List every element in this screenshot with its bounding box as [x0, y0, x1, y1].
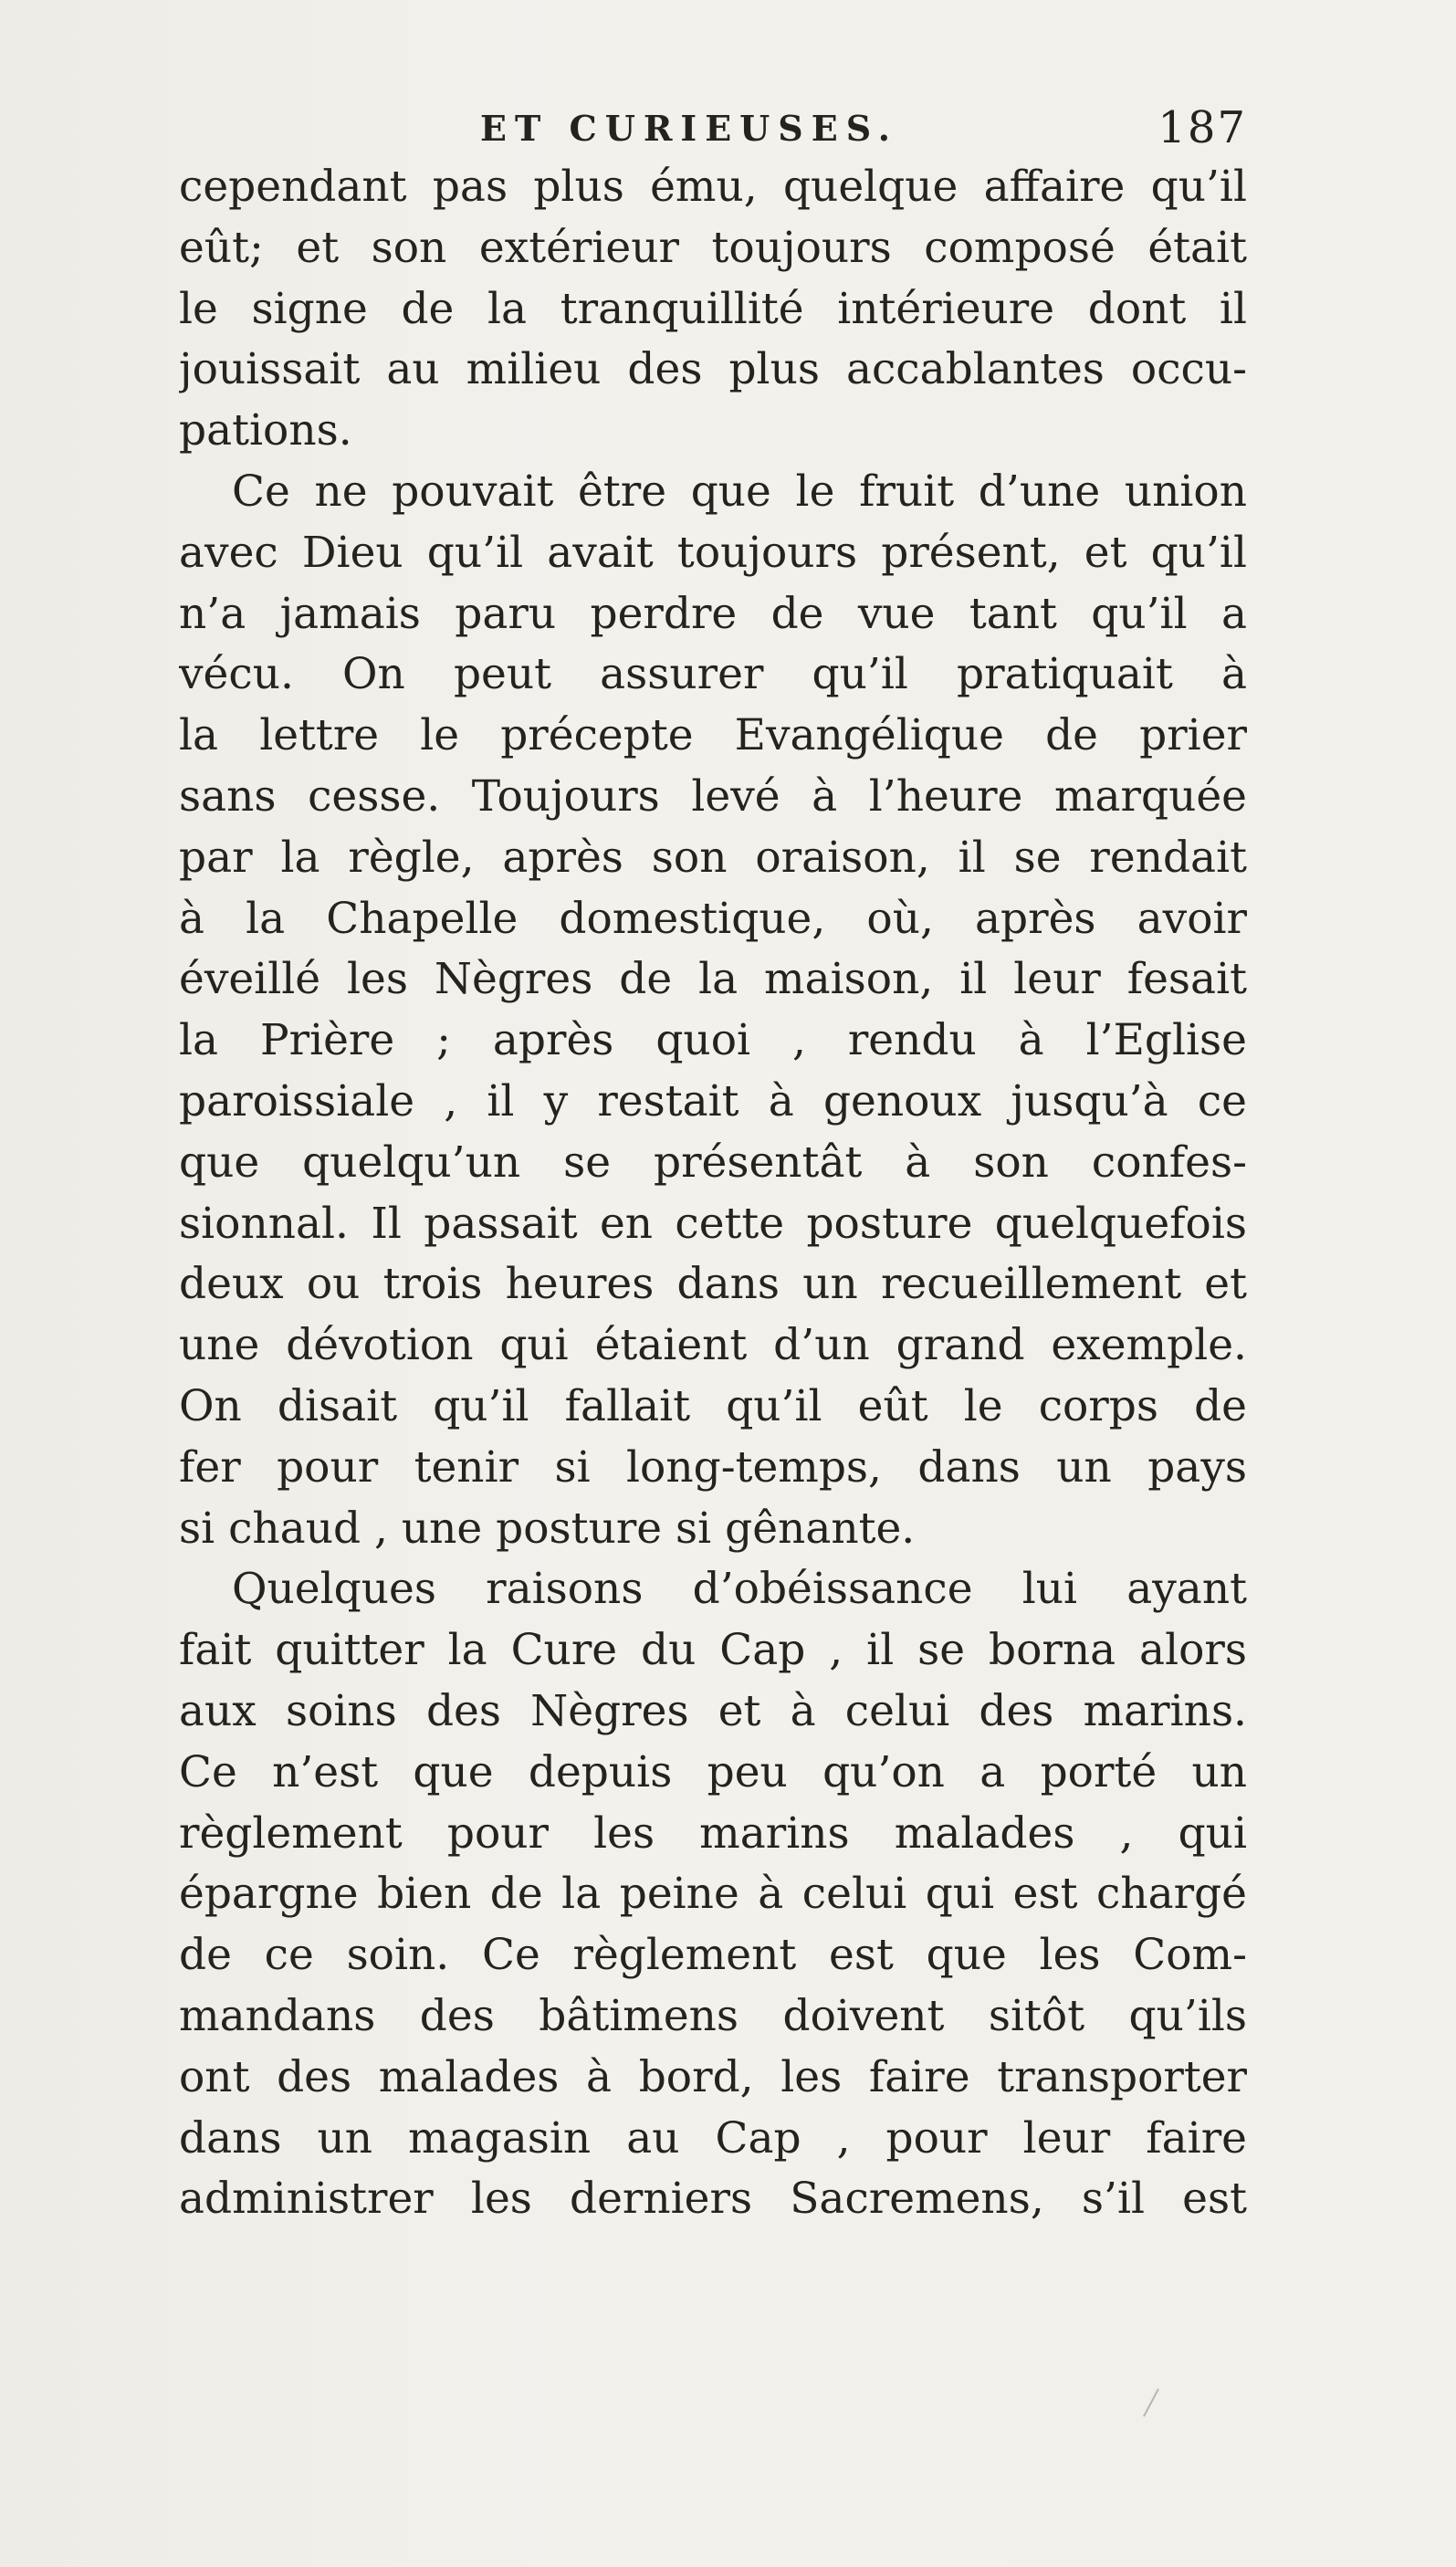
paper-speck [1143, 2389, 1159, 2417]
text-line: si chaud , une posture si gênante. [179, 1503, 916, 1554]
text-line: par la règle, après son oraison, il se rendait [179, 832, 1247, 883]
text-line: une dévotion qui étaient d’un grand exemple. [179, 1320, 1247, 1371]
text-line: de ce soin. Ce règlement est que les Com- [179, 1930, 1247, 1981]
text-line: n’a jamais paru perdre de vue tant qu’il a [179, 588, 1247, 639]
text-line: paroissiale , il y restait à genoux jusqu’à ce [179, 1075, 1247, 1126]
text-line: Ce n’est que depuis peu qu’on a porté un [179, 1746, 1247, 1797]
paragraph-start-line: Quelques raisons d’obéissance lui ayant [232, 1564, 1247, 1615]
text-line: aux soins des Nègres et à celui des marins. [179, 1685, 1247, 1736]
text-line: que quelqu’un se présentât à son confes- [179, 1137, 1247, 1188]
paragraph-start-line: Ce ne pouvait être que le fruit d’une union [232, 466, 1247, 517]
text-line: dans un magasin au Cap , pour leur faire [179, 2112, 1247, 2164]
text-line: pations. [179, 405, 352, 456]
text-line: On disait qu’il fallait qu’il eût le corps de [179, 1380, 1247, 1431]
body-text [179, 157, 1247, 2230]
text-line: vécu. On peut assurer qu’il pratiquait à [179, 649, 1247, 700]
text-line: fait quitter la Cure du Cap , il se borna alors [179, 1625, 1247, 1676]
text-line: sionnal. Il passait en cette posture quelquefois [179, 1198, 1247, 1249]
text-line: mandans des bâtimens doivent sitôt qu’ils [179, 1990, 1247, 2041]
text-line: la lettre le précepte Evangélique de prier [179, 710, 1247, 761]
text-line: à la Chapelle domestique, où, après avoir [179, 893, 1247, 944]
text-line: le signe de la tranquillité intérieure dont il [179, 283, 1247, 334]
running-title: ET CURIEUSES. [480, 108, 899, 149]
text-line: épargne bien de la peine à celui qui est chargé [179, 1869, 1247, 1920]
text-line: eût; et son extérieur toujours composé était [179, 222, 1247, 273]
text-line: cependant pas plus ému, quelque affaire qu’il [179, 162, 1247, 212]
text-line: fer pour tenir si long-temps, dans un pays [179, 1441, 1247, 1493]
text-line: ont des malades à bord, les faire transporter [179, 2051, 1247, 2102]
text-line: deux ou trois heures dans un recueillement et [179, 1259, 1247, 1310]
page-number: 187 [1157, 102, 1247, 153]
text-line: règlement pour les marins malades , qui [179, 1807, 1247, 1859]
text-line: administrer les derniers Sacremens, s’il est [179, 2174, 1247, 2225]
text-line: éveillé les Nègres de la maison, il leur fesait [179, 954, 1247, 1005]
text-line: avec Dieu qu’il avait toujours présent, et qu’il [179, 527, 1247, 578]
text-line: la Prière ; après quoi , rendu à l’Eglise [179, 1015, 1247, 1066]
text-line: sans cesse. Toujours levé à l’heure marquée [179, 770, 1247, 822]
running-head [179, 102, 1247, 162]
text-line: jouissait au milieu des plus accablantes occu- [179, 344, 1247, 395]
